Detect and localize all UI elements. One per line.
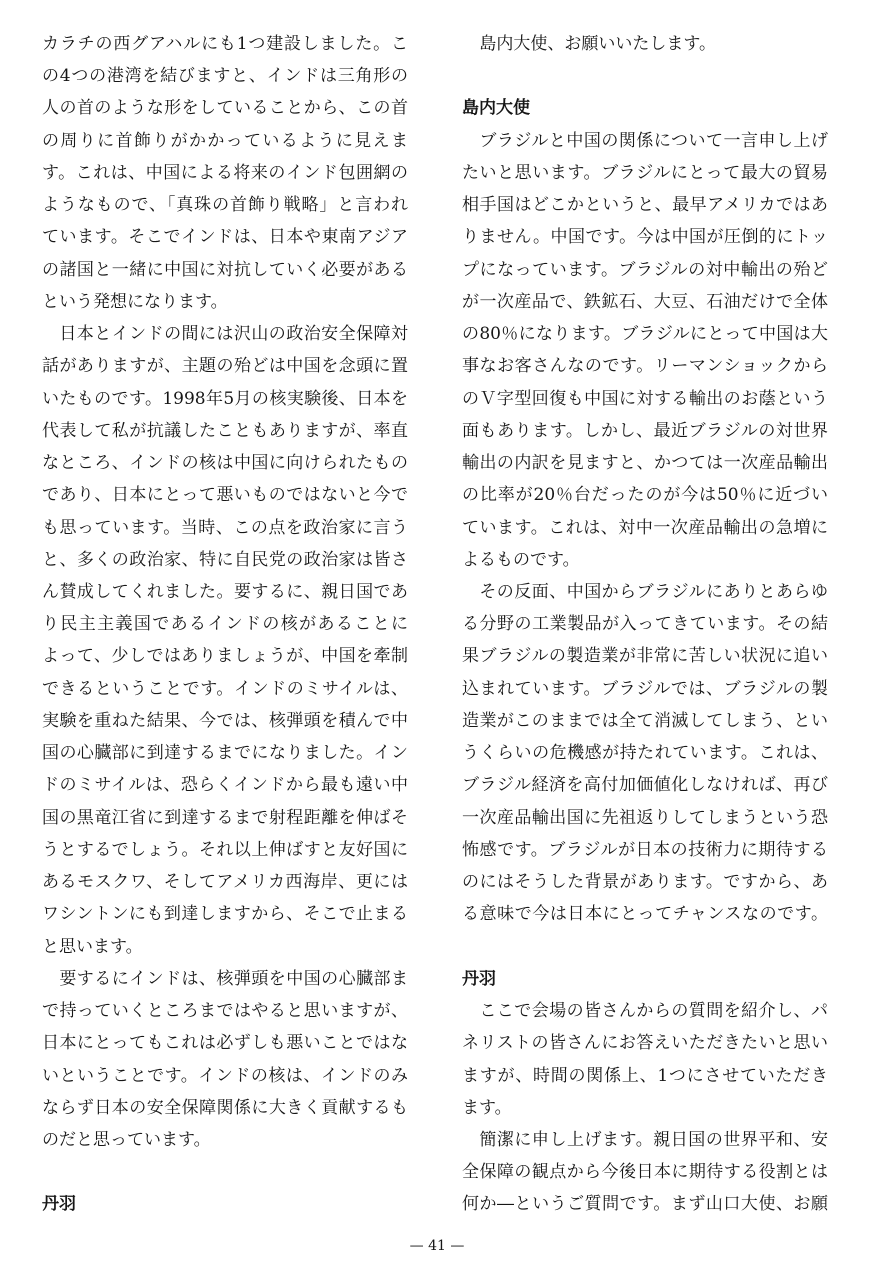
right-column (462, 28, 828, 1221)
text-line: ようなもので、「真珠の首飾り戦略」と言われ (42, 195, 408, 216)
text-line: す。これは、中国による将来のインド包囲網の (42, 162, 408, 183)
paragraph (462, 125, 828, 576)
paragraph (42, 318, 408, 963)
text-line: ワシントンにも到達しますから、そこで止まる (42, 904, 408, 925)
text-line: 輸出の内訳を見ますと、かつては一次産品輸出 (462, 453, 828, 474)
paragraph (462, 576, 828, 931)
text-line: ます。 (462, 1097, 512, 1118)
text-line: 要するにインドは、核弾頭を中国の心臓部ま (59, 968, 408, 989)
text-line: プになっています。ブラジルの対中輸出の殆ど (462, 259, 828, 280)
line-spacer (462, 931, 828, 963)
text-line: ブラジル経済を高付加価値化しなければ、再び (462, 775, 828, 796)
text-line: うとするでしょう。それ以上伸ばすと友好国に (42, 839, 408, 860)
paragraph (462, 28, 828, 60)
text-line: その反面、中国からブラジルにありとあらゆ (479, 581, 828, 602)
line-spacer (42, 1156, 408, 1188)
text-line: ネリストの皆さんにお答えいただきたいと思い (462, 1033, 828, 1054)
text-line: ここで会場の皆さんからの質問を紹介し、パ (479, 1001, 828, 1022)
text-line: で持っていくところまではやると思いますが、 (42, 1001, 408, 1022)
text-line: の80％になります。ブラジルにとって中国は大 (462, 324, 828, 345)
text-line: 国の心臓部に到達するまでになりました。イン (42, 743, 408, 764)
text-line: 実験を重ねた結果、今では、核弾頭を積んで中 (42, 710, 408, 731)
left-column (42, 28, 408, 1221)
text-line: という発想になります。 (42, 291, 228, 312)
text-line: 全保障の観点から今後日本に期待する役割とは (462, 1162, 828, 1183)
text-line: のにはそうした背景があります。ですから、あ (462, 872, 828, 893)
text-line: 相手国はどこかというと、最早アメリカではあ (462, 195, 828, 216)
text-line: ん賛成してくれました。要するに、親日国であ (42, 581, 408, 602)
text-line: カラチの西グアハルにも1つ建設しました。こ (42, 34, 408, 54)
text-line: る分野の工業製品が入ってきています。その結 (462, 614, 828, 635)
text-line: ブラジルと中国の関係について一言申し上げ (479, 130, 828, 151)
speaker-heading: 丹羽 (42, 1194, 76, 1215)
text-line: る意味で今は日本にとってチャンスなのです。 (462, 904, 828, 925)
text-line: ドのミサイルは、恐らくインドから最も遠い中 (42, 775, 408, 796)
text-line: なところ、インドの核は中国に向けられたもの (42, 453, 408, 474)
text-line: よるものです。 (462, 549, 580, 570)
paragraph (462, 1124, 828, 1221)
text-line: 島内大使、お願いいたします。 (479, 34, 716, 54)
text-line: 簡潔に申し上げます。親日国の世界平和、安 (479, 1129, 828, 1150)
text-line: 果ブラジルの製造業が非常に苦しい状況に追い (462, 646, 828, 667)
text-line: ますが、時間の関係上、1つにさせていただき (462, 1065, 828, 1086)
text-line: の比率が20％台だったのが今は50％に近づい (462, 485, 828, 506)
paragraph (42, 28, 408, 318)
text-line: のだと思っています。 (42, 1129, 211, 1150)
text-line: 日本にとってもこれは必ずしも悪いことではな (42, 1033, 408, 1054)
text-line: 一次産品輸出国に先祖返りしてしまうという恐 (462, 807, 828, 828)
text-line: と思います。 (42, 936, 143, 957)
text-line: 込まれています。ブラジルでは、ブラジルの製 (462, 678, 828, 699)
text-line: の諸国と一緒に中国に対抗していく必要がある (42, 259, 408, 280)
text-line: よって、少しではありましょうが、中国を牽制 (42, 646, 408, 667)
text-line: 造業がこのままでは全て消滅してしまう、とい (462, 710, 828, 731)
text-line: の周りに首飾りがかかっているように見えま (42, 130, 408, 151)
text-line: が一次産品で、鉄鉱石、大豆、石油だけで全体 (462, 291, 828, 312)
text-line: 話がありますが、主題の殆どは中国を念頭に置 (42, 356, 408, 377)
text-line: ています。そこでインドは、日本や東南アジア (42, 227, 408, 248)
text-line: であり、日本にとって悪いものではないと今で (42, 485, 408, 506)
text-line: り民主主義国であるインドの核があることに (42, 614, 408, 635)
page-number: — 41 — (409, 1238, 465, 1254)
text-line: も思っています。当時、この点を政治家に言う (42, 517, 408, 538)
speaker-heading: 丹羽 (462, 968, 496, 989)
text-line: 怖感です。ブラジルが日本の技術力に期待する (462, 839, 828, 860)
text-line: と、多くの政治家、特に自民党の政治家は皆さ (42, 549, 408, 570)
text-line: 人の首のような形をしていることから、この首 (42, 98, 408, 119)
text-line: たいと思います。ブラジルにとって最大の貿易 (462, 162, 828, 183)
text-line: 代表して私が抗議したこともありますが、率直 (42, 420, 408, 441)
text-line: のＶ字型回復も中国に対する輸出のお蔭という (462, 388, 828, 409)
speaker-heading: 島内大使 (462, 98, 530, 119)
text-line: ならず日本の安全保障関係に大きく貢献するも (42, 1097, 408, 1118)
text-line: の4つの港湾を結びますと、インドは三角形の (42, 66, 408, 87)
text-line: いたものです。1998年5月の核実験後、日本を (42, 388, 408, 409)
line-spacer (462, 60, 828, 92)
text-line: 面もあります。しかし、最近ブラジルの対世界 (462, 420, 828, 441)
paragraph (42, 963, 408, 1156)
text-line: できるということです。インドのミサイルは、 (42, 678, 408, 699)
text-line: あるモスクワ、そしてアメリカ西海岸、更には (42, 872, 408, 893)
paragraph (462, 995, 828, 1124)
text-line: いということです。インドの核は、インドのみ (42, 1065, 408, 1086)
text-line: りません。中国です。今は中国が圧倒的にトッ (462, 227, 828, 248)
text-line: 国の黒竜江省に到達するまで射程距離を伸ばそ (42, 807, 408, 828)
text-line: 事なお客さんなのです。リーマンショックから (462, 356, 828, 377)
text-line: 何か―というご質問です。まず山口大使、お願 (462, 1194, 828, 1215)
text-line: ています。これは、対中一次産品輸出の急増に (462, 517, 828, 538)
text-line: うくらいの危機感が持たれています。これは、 (462, 743, 828, 764)
text-line: 日本とインドの間には沢山の政治安全保障対 (59, 324, 408, 345)
